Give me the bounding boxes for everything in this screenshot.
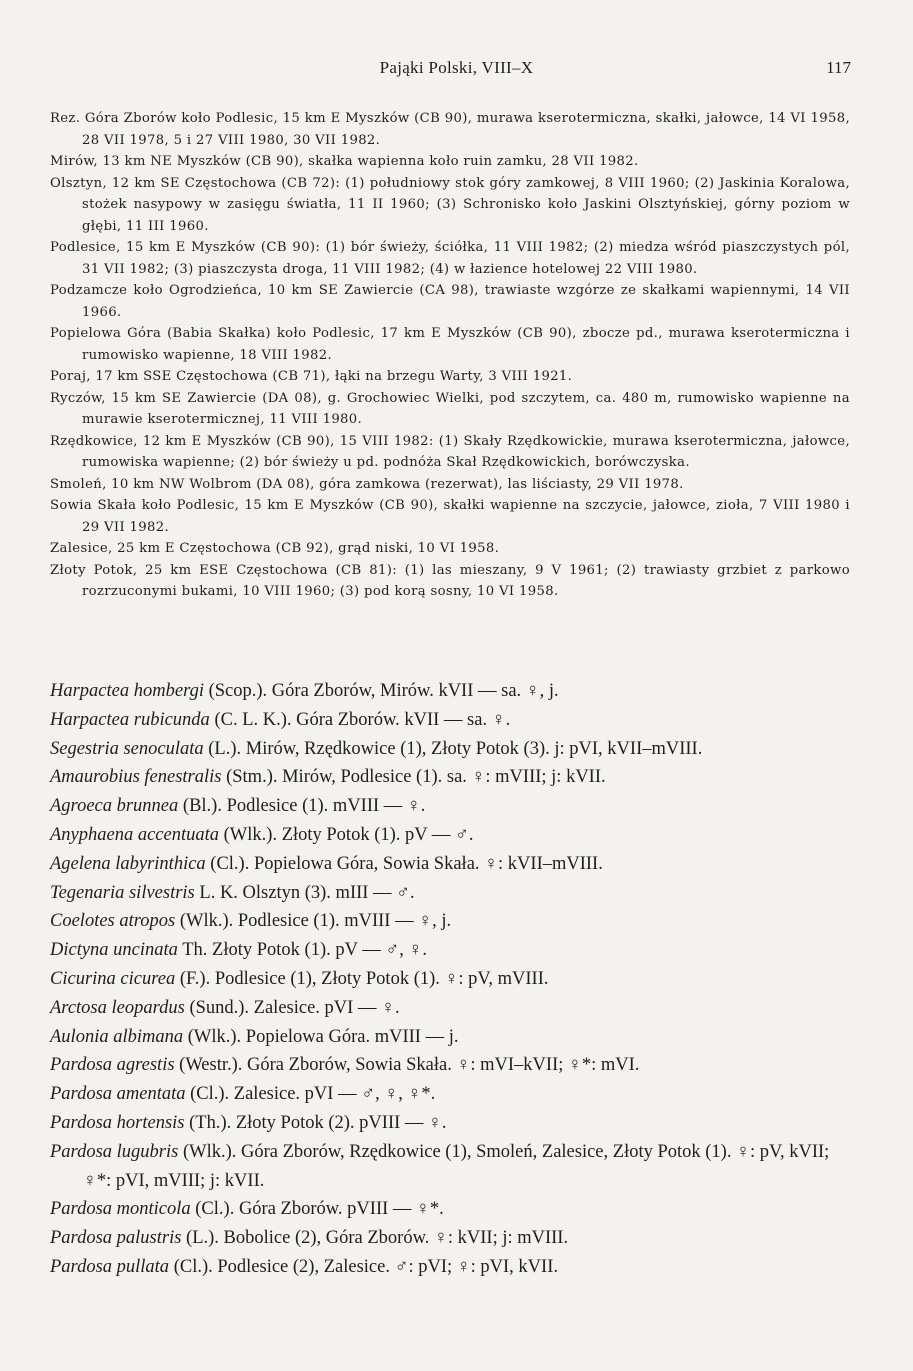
species-entry bbox=[50, 1224, 850, 1253]
species-record: (L.). Mirów, Rzędkowice (1), Złoty Potok (3). j: pVI, kVII–mVIII. bbox=[203, 738, 703, 759]
locality-entry: Podzamcze koło Ogrodzieńca, 10 km SE Zawiercie (CA 98), trawiaste wzgórze ze skałkami wapiennymi, 14 VII 1966. bbox=[50, 283, 850, 320]
locality-entry: Poraj, 17 km SSE Częstochowa (CB 71), łąki na brzegu Warty, 3 VIII 1921. bbox=[50, 369, 573, 384]
species-name: Amaurobius fenestralis bbox=[50, 767, 222, 788]
species-name: Pardosa hortensis bbox=[50, 1112, 185, 1133]
species-name: Coelotes atropos bbox=[50, 911, 176, 932]
species-name: Pardosa pullata bbox=[50, 1256, 170, 1277]
species-entry bbox=[50, 1253, 850, 1282]
species-record: (Wlk.). Podlesice (1). mVIII — ♀, j. bbox=[175, 911, 452, 932]
species-entry bbox=[50, 1109, 850, 1138]
species-entry bbox=[50, 1051, 850, 1080]
species-list bbox=[50, 677, 850, 1282]
species-entry bbox=[50, 763, 850, 792]
species-entry bbox=[50, 735, 850, 764]
species-entry bbox=[50, 850, 850, 879]
species-name: Tegenaria silvestris bbox=[50, 882, 195, 903]
locality-entry: Podlesice, 15 km E Myszków (CB 90): (1) bór świeży, ściółka, 11 VIII 1982; (2) miedza wśród piaszczystych pól, 31 VII 1982; (3) piaszczysta droga, 11 VIII 1982; (4) w łazience hotelowej 22 VIII 1980. bbox=[50, 240, 850, 277]
species-name: Pardosa lugubris bbox=[50, 1141, 179, 1162]
species-name: Anyphaena accentuata bbox=[50, 824, 220, 845]
species-record: (Cl.). Popielowa Góra, Sowia Skała. ♀: kVII–mVIII. bbox=[205, 853, 603, 874]
species-entry bbox=[50, 1023, 850, 1052]
species-name: Pardosa monticola bbox=[50, 1199, 191, 1220]
species-entry bbox=[50, 936, 850, 965]
species-entry bbox=[50, 1080, 850, 1109]
species-record: (Scop.). Góra Zborów, Mirów. kVII — sa. ♀, j. bbox=[203, 681, 559, 701]
running-header bbox=[0, 58, 913, 84]
species-name: Pardosa agrestis bbox=[50, 1055, 175, 1076]
species-entry bbox=[50, 1195, 850, 1224]
species-record: (Wlk.). Popielowa Góra. mVIII — j. bbox=[183, 1026, 459, 1047]
species-name: Agroeca brunnea bbox=[50, 796, 179, 817]
species-record: (Th.). Złoty Potok (2). pVIII — ♀. bbox=[184, 1112, 447, 1133]
species-record: (Cl.). Zalesice. pVI — ♂, ♀, ♀*. bbox=[185, 1084, 436, 1105]
species-name: Harpactea rubicunda bbox=[50, 709, 210, 730]
running-title: Pająki Polski, VIII–X bbox=[379, 58, 534, 77]
species-name: Dictyna uncinata bbox=[50, 940, 178, 961]
species-entry bbox=[50, 677, 850, 706]
locality-entry: Zalesice, 25 km E Częstochowa (CB 92), grąd niski, 10 VI 1958. bbox=[50, 541, 500, 556]
locality-list bbox=[50, 108, 850, 603]
species-record: (Wlk.). Złoty Potok (1). pV — ♂. bbox=[219, 824, 474, 845]
locality-entry: Popielowa Góra (Babia Skałka) koło Podlesic, 17 km E Myszków (CB 90), zbocze pd., murawa kserotermiczna i rumowisko wapienne, 18 VIII 1982. bbox=[50, 326, 850, 363]
locality-entry: Rzędkowice, 12 km E Myszków (CB 90), 15 VIII 1982: (1) Skały Rzędkowickie, murawa kserotermiczna, jałowce, rumowiska wapienne; (2) bór świeży u pd. podnóża Skał Rzędkowickich, borówczyska. bbox=[50, 433, 850, 470]
locality-entry: Olsztyn, 12 km SE Częstochowa (CB 72): (1) południowy stok góry zamkowej, 8 VIII 1960; (2) Jaskinia Koralowa, stożek nasypowy w zasięgu światła, 11 II 1960; (3) Schronisko koło Jaskini Olsztyńskiej, górny poziom w głębi, 11 III 1960. bbox=[50, 175, 850, 234]
species-record: (Cl.). Podlesice (2), Zalesice. ♂: pVI; ♀: pVI, kVII. bbox=[169, 1256, 558, 1277]
species-entry bbox=[50, 994, 850, 1023]
species-name: Agelena labyrinthica bbox=[50, 853, 206, 874]
species-name: Aulonia albimana bbox=[50, 1026, 184, 1047]
species-record: (Bl.). Podlesice (1). mVIII — ♀. bbox=[178, 796, 426, 817]
locality-entry: Rez. Góra Zborów koło Podlesic, 15 km E Myszków (CB 90), murawa kserotermiczna, skałki, jałowce, 14 VI 1958, 28 VII 1978, 5 i 27 VIII 1980, 30 VII 1982. bbox=[50, 111, 850, 148]
species-name: Segestria senoculata bbox=[50, 738, 204, 759]
locality-entry: Mirów, 13 km NE Myszków (CB 90), skałka wapienna koło ruin zamku, 28 VII 1982. bbox=[50, 154, 639, 169]
locality-entry: Sowia Skała koło Podlesic, 15 km E Myszków (CB 90), skałki wapienne na szczycie, jałowce, zioła, 7 VIII 1980 i 29 VII 1982. bbox=[50, 498, 850, 535]
species-entry bbox=[50, 821, 850, 850]
locality-entry: Ryczów, 15 km SE Zawiercie (DA 08), g. Grochowiec Wielki, pod szczytem, ca. 480 m, rumowisko wapienne na murawie kserotermicznej, 11 VIII 1980. bbox=[50, 390, 850, 427]
species-entry bbox=[50, 706, 850, 735]
species-entry bbox=[50, 965, 850, 994]
species-record: Th. Złoty Potok (1). pV — ♂, ♀. bbox=[177, 940, 428, 961]
species-entry bbox=[50, 879, 850, 908]
species-name: Pardosa palustris bbox=[50, 1228, 182, 1249]
locality-entry: Złoty Potok, 25 km ESE Częstochowa (CB 81): (1) las mieszany, 9 V 1961; (2) trawiasty grzbiet z parkowo rozrzuconymi bukami, 10 VIII 1960; (3) pod korą sosny, 10 VI 1958. bbox=[50, 562, 850, 599]
species-record: (Cl.). Góra Zborów. pVIII — ♀*. bbox=[190, 1199, 444, 1220]
species-record: L. K. Olsztyn (3). mIII — ♂. bbox=[194, 882, 415, 903]
species-name: Cicurina cicurea bbox=[50, 968, 176, 989]
locality-entry: Smoleń, 10 km NW Wolbrom (DA 08), góra zamkowa (rezerwat), las liściasty, 29 VII 1978. bbox=[50, 476, 684, 492]
species-entry bbox=[50, 907, 850, 936]
species-record: (Sund.). Zalesice. pVI — ♀. bbox=[184, 997, 400, 1018]
species-name: Harpactea hombergi bbox=[50, 681, 204, 701]
species-name: Arctosa leopardus bbox=[50, 997, 185, 1018]
species-record: (Stm.). Mirów, Podlesice (1). sa. ♀: mVIII; j: kVII. bbox=[221, 767, 606, 788]
species-record: (Wlk.). Góra Zborów, Rzędkowice (1), Smoleń, Zalesice, Złoty Potok (1). ♀: pV, kVII; ♀*: pVI, mVIII; j: kVII. bbox=[83, 1141, 830, 1191]
species-entry bbox=[50, 1138, 850, 1196]
species-entry bbox=[50, 792, 850, 821]
species-name: Pardosa amentata bbox=[50, 1084, 186, 1105]
page-number: 117 bbox=[826, 58, 851, 77]
species-record: (C. L. K.). Góra Zborów. kVII — sa. ♀. bbox=[209, 709, 511, 730]
species-record: (F.). Podlesice (1), Złoty Potok (1). ♀: pV, mVIII. bbox=[175, 968, 549, 989]
species-record: (Westr.). Góra Zborów, Sowia Skała. ♀: mVI–kVII; ♀*: mVI. bbox=[174, 1055, 640, 1076]
species-record: (L.). Bobolice (2), Góra Zborów. ♀: kVII; j: mVIII. bbox=[181, 1228, 569, 1249]
